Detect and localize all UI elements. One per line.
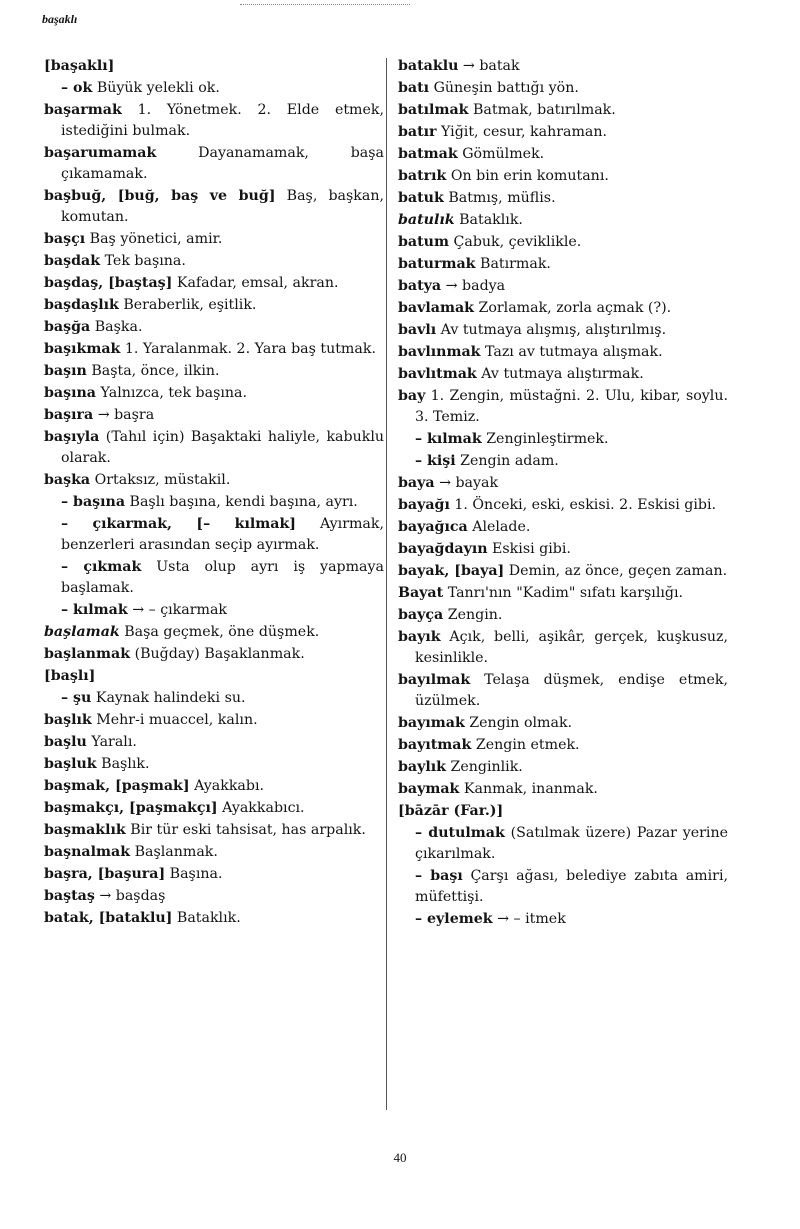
dictionary-entry xyxy=(398,909,728,930)
dictionary-entry xyxy=(44,864,384,885)
dictionary-entry xyxy=(398,451,728,472)
entry-definition: Baş, başkan, komutan. xyxy=(61,188,384,225)
dictionary-entry xyxy=(44,273,384,294)
entry-definition: 1. Yönetmek. 2. Elde etmek, istediğini bulmak. xyxy=(61,102,384,139)
entry-headword: bayımak xyxy=(398,715,465,731)
entry-definition: → bayak xyxy=(439,475,499,491)
entry-definition: Av tutmaya alıştırmak. xyxy=(481,366,644,382)
dictionary-entry xyxy=(44,492,384,513)
entry-definition: Güneşin battığı yön. xyxy=(433,80,579,96)
entry-headword: – ok xyxy=(61,80,93,96)
entry-definition: Usta olup ayrı iş yapmaya başlamak. xyxy=(61,559,384,596)
entry-definition: Bir tür eski tahsisat, has arpalık. xyxy=(130,822,366,838)
dictionary-entry xyxy=(398,56,728,77)
entry-definition: → başdaş xyxy=(99,888,166,904)
dictionary-entry xyxy=(44,886,384,907)
dictionary-entry xyxy=(398,627,728,669)
entry-headword: başarumamak xyxy=(44,145,157,161)
dictionary-entry xyxy=(44,688,384,709)
entry-headword: [bāzār (Far.)] xyxy=(398,803,504,819)
entry-headword: [başaklı] xyxy=(44,58,115,74)
entry-definition: On bin erin komutanı. xyxy=(450,168,609,184)
dictionary-entry xyxy=(44,339,384,360)
entry-headword: bayağdayın xyxy=(398,541,488,557)
entry-definition: Başa geçmek, öne düşmek. xyxy=(124,624,320,640)
entry-definition: Yalnızca, tek başına. xyxy=(100,385,248,401)
entry-headword: batulık xyxy=(398,212,455,228)
dictionary-entry xyxy=(398,210,728,231)
entry-headword: başçı xyxy=(44,231,86,247)
dictionary-entry xyxy=(44,732,384,753)
entry-headword: başlu xyxy=(44,734,87,750)
dictionary-entry xyxy=(398,188,728,209)
dictionary-entry xyxy=(44,798,384,819)
dictionary-entry xyxy=(398,342,728,363)
dictionary-entry xyxy=(44,842,384,863)
entry-headword: başıra xyxy=(44,407,94,423)
entry-definition: Eskisi gibi. xyxy=(492,541,571,557)
entry-definition: Zengin. xyxy=(447,607,503,623)
entry-definition: → – itmek xyxy=(497,911,566,927)
dictionary-entry xyxy=(398,583,728,604)
entry-definition: Beraberlik, eşitlik. xyxy=(123,297,257,313)
dictionary-entry xyxy=(44,557,384,599)
entry-definition: Kafadar, emsal, akran. xyxy=(176,275,339,291)
entry-headword: bayık xyxy=(398,629,441,645)
dictionary-entry xyxy=(398,298,728,319)
entry-definition: Zenginlik. xyxy=(450,759,523,775)
entry-definition: (Buğday) Başaklanmak. xyxy=(134,646,305,662)
entry-headword: batır xyxy=(398,124,437,140)
entry-headword: batya xyxy=(398,278,442,294)
dictionary-entry xyxy=(398,605,728,626)
entry-definition: Ayakkabıcı. xyxy=(222,800,305,816)
dictionary-entry xyxy=(44,622,384,643)
entry-headword: başmaklık xyxy=(44,822,126,838)
page-number: 40 xyxy=(393,1150,407,1165)
dictionary-entry xyxy=(398,320,728,341)
entry-definition: Başlanmak. xyxy=(134,844,218,860)
entry-headword: batı xyxy=(398,80,430,96)
dictionary-entry xyxy=(44,776,384,797)
entry-headword: baymak xyxy=(398,781,460,797)
entry-headword: batılmak xyxy=(398,102,469,118)
dictionary-entry xyxy=(398,144,728,165)
entry-headword: bay xyxy=(398,388,426,404)
dictionary-entry xyxy=(44,56,384,77)
entry-headword: bayça xyxy=(398,607,444,623)
dictionary-entry xyxy=(398,364,728,385)
dictionary-entry xyxy=(398,757,728,778)
entry-definition: Zengin adam. xyxy=(460,453,559,469)
entry-definition: → batak xyxy=(462,58,520,74)
entry-headword: batak, [bataklu] xyxy=(44,910,173,926)
entry-definition: Zengin etmek. xyxy=(475,737,580,753)
entry-headword: bayağıca xyxy=(398,519,468,535)
entry-definition: Yiğit, cesur, kahraman. xyxy=(441,124,608,140)
entry-headword: başlık xyxy=(44,712,92,728)
entry-headword: başra, [başura] xyxy=(44,866,166,882)
entry-headword: baya xyxy=(398,475,435,491)
entry-definition: Zengin olmak. xyxy=(469,715,573,731)
dictionary-entry xyxy=(44,600,384,621)
dictionary-entry xyxy=(398,670,728,712)
dictionary-entry xyxy=(398,232,728,253)
running-head: başaklı xyxy=(42,12,78,26)
entry-definition: Başlı başına, kendi başına, ayrı. xyxy=(129,494,358,510)
entry-headword: – çıkmak xyxy=(61,559,142,575)
entry-definition: → başra xyxy=(97,407,155,423)
entry-headword: Bayat xyxy=(398,585,444,601)
entry-headword: – kılmak xyxy=(415,431,482,447)
right-column xyxy=(398,56,728,931)
entry-headword: başbuğ, [buğ, baş ve buğ] xyxy=(44,188,276,204)
entry-headword: başın xyxy=(44,363,87,379)
entry-headword: başıyla xyxy=(44,429,100,445)
entry-definition: Tanrı'nın "Kadim" sıfatı karşılığı. xyxy=(447,585,684,601)
dictionary-entry xyxy=(44,361,384,382)
entry-definition: Açık, belli, aşikâr, gerçek, kuşkusuz, kesinlikle. xyxy=(415,629,728,666)
dictionary-entry xyxy=(398,254,728,275)
entry-headword: – kılmak xyxy=(61,602,128,618)
dictionary-entry xyxy=(44,710,384,731)
entry-definition: Başına. xyxy=(169,866,223,882)
entry-definition: Bataklık. xyxy=(176,910,241,926)
entry-headword: baylık xyxy=(398,759,446,775)
entry-headword: baturmak xyxy=(398,256,476,272)
entry-definition: Gömülmek. xyxy=(462,146,545,162)
entry-definition: Zenginleştirmek. xyxy=(486,431,609,447)
entry-definition: Tazı av tutmaya alışmak. xyxy=(485,344,663,360)
entry-definition: Dayanamamak, başa çıkamamak. xyxy=(61,145,384,182)
entry-definition: Çarşı ağası, belediye zabıta amiri, müfettişi. xyxy=(415,868,728,905)
entry-headword: başmakçı, [paşmakçı] xyxy=(44,800,218,816)
entry-headword: batrık xyxy=(398,168,447,184)
entry-headword: başdaşlık xyxy=(44,297,119,313)
entry-definition: Bataklık. xyxy=(459,212,523,228)
dictionary-entry xyxy=(44,78,384,99)
entry-definition: Batmak, batırılmak. xyxy=(473,102,616,118)
entry-definition: 1. Yaralanmak. 2. Yara baş tutmak. xyxy=(124,341,376,357)
entry-definition: Başlık. xyxy=(101,756,150,772)
entry-definition: Ortaksız, müstakil. xyxy=(94,472,231,488)
entry-definition: 1. Zengin, müstağni. 2. Ulu, kibar, soylu. 3. Temiz. xyxy=(415,388,728,425)
dictionary-entry xyxy=(398,561,728,582)
entry-definition: Demin, az önce, geçen zaman. xyxy=(508,563,728,579)
dictionary-entry xyxy=(398,866,728,908)
entry-definition: Ayırmak, benzerleri arasından seçip ayırmak. xyxy=(61,516,384,553)
entry-definition: Av tutmaya alışmış, alıştırılmış. xyxy=(440,322,667,338)
entry-headword: batuk xyxy=(398,190,444,206)
entry-headword: başdak xyxy=(44,253,101,269)
entry-headword: – şu xyxy=(61,690,92,706)
entry-definition: Mehr-i muaccel, kalın. xyxy=(96,712,258,728)
dictionary-entry xyxy=(398,166,728,187)
entry-headword: bayağı xyxy=(398,497,450,513)
dictionary-entry xyxy=(44,470,384,491)
entry-definition: Telaşa düşmek, endişe etmek, üzülmek. xyxy=(415,672,728,709)
entry-headword: başka xyxy=(44,472,91,488)
entry-definition: Büyük yelekli ok. xyxy=(96,80,220,96)
entry-headword: başına xyxy=(44,385,96,401)
entry-headword: başıkmak xyxy=(44,341,121,357)
dictionary-entry xyxy=(44,644,384,665)
dictionary-entry xyxy=(44,405,384,426)
dictionary-entry xyxy=(398,100,728,121)
entry-headword: – çıkarmak, [– kılmak] xyxy=(61,516,296,532)
dictionary-entry xyxy=(398,122,728,143)
entry-definition: Başka. xyxy=(94,319,143,335)
entry-definition: Baş yönetici, amir. xyxy=(89,231,223,247)
dictionary-entry xyxy=(44,820,384,841)
entry-headword: – dutulmak xyxy=(415,825,505,841)
entry-headword: başlanmak xyxy=(44,646,131,662)
dictionary-entry xyxy=(398,517,728,538)
entry-headword: bayak, [baya] xyxy=(398,563,505,579)
entry-headword: bavlıtmak xyxy=(398,366,477,382)
column-divider xyxy=(386,58,387,1110)
entry-definition: (Tahıl için) Başaktaki haliyle, kabuklu olarak. xyxy=(61,429,384,466)
top-rule xyxy=(240,4,410,7)
dictionary-entry xyxy=(398,495,728,516)
entry-definition: Yaralı. xyxy=(91,734,137,750)
entry-headword: bayıtmak xyxy=(398,737,472,753)
entry-definition: Tek başına. xyxy=(104,253,186,269)
dictionary-entry xyxy=(44,229,384,250)
entry-headword: başmak, [paşmak] xyxy=(44,778,190,794)
entry-headword: bavlı xyxy=(398,322,437,338)
dictionary-entry xyxy=(44,383,384,404)
entry-definition: 1. Önceki, eski, eskisi. 2. Eskisi gibi. xyxy=(454,497,717,513)
entry-headword: bataklu xyxy=(398,58,459,74)
left-column xyxy=(44,56,384,930)
dictionary-entry xyxy=(398,735,728,756)
dictionary-entry xyxy=(398,78,728,99)
dictionary-entry xyxy=(398,386,728,428)
entry-headword: başarmak xyxy=(44,102,122,118)
dictionary-entry xyxy=(44,514,384,556)
entry-definition: (Satılmak üzere) Pazar yerine çıkarılmak. xyxy=(415,825,728,862)
entry-headword: – başına xyxy=(61,494,126,510)
entry-headword: bavlınmak xyxy=(398,344,481,360)
entry-headword: başnalmak xyxy=(44,844,131,860)
entry-headword: başlamak xyxy=(44,624,120,640)
dictionary-entry xyxy=(44,143,384,185)
entry-headword: [başlı] xyxy=(44,668,96,684)
entry-headword: – eylemek xyxy=(415,911,493,927)
entry-headword: batmak xyxy=(398,146,458,162)
entry-definition: Zorlamak, zorla açmak (?). xyxy=(478,300,672,316)
entry-definition: Kanmak, inanmak. xyxy=(463,781,598,797)
dictionary-entry xyxy=(398,539,728,560)
entry-headword: batum xyxy=(398,234,449,250)
entry-definition: Alelade. xyxy=(472,519,531,535)
dictionary-entry xyxy=(44,251,384,272)
dictionary-entry xyxy=(398,473,728,494)
entry-headword: başdaş, [baştaş] xyxy=(44,275,173,291)
dictionary-entry xyxy=(398,713,728,734)
entry-definition: Ayakkabı. xyxy=(194,778,265,794)
dictionary-entry xyxy=(398,779,728,800)
dictionary-entry xyxy=(398,429,728,450)
dictionary-entry xyxy=(398,823,728,865)
dictionary-entry xyxy=(44,295,384,316)
dictionary-entry xyxy=(398,801,728,822)
entry-definition: Çabuk, çeviklikle. xyxy=(453,234,582,250)
dictionary-entry xyxy=(44,186,384,228)
entry-definition: → badya xyxy=(445,278,506,294)
dictionary-entry xyxy=(44,754,384,775)
entry-headword: bavlamak xyxy=(398,300,474,316)
entry-headword: – kişi xyxy=(415,453,456,469)
entry-headword: bayılmak xyxy=(398,672,471,688)
entry-headword: başluk xyxy=(44,756,97,772)
entry-definition: Batırmak. xyxy=(480,256,551,272)
entry-headword: – başı xyxy=(415,868,463,884)
entry-headword: başğa xyxy=(44,319,91,335)
dictionary-entry xyxy=(44,666,384,687)
dictionary-entry xyxy=(44,317,384,338)
dictionary-entry xyxy=(44,427,384,469)
dictionary-entry xyxy=(398,276,728,297)
entry-definition: Başta, önce, ilkin. xyxy=(91,363,220,379)
entry-definition: Kaynak halindeki su. xyxy=(95,690,246,706)
entry-definition: → – çıkarmak xyxy=(132,602,228,618)
entry-headword: baştaş xyxy=(44,888,95,904)
dictionary-entry xyxy=(44,100,384,142)
entry-definition: Batmış, müflis. xyxy=(448,190,556,206)
dictionary-entry xyxy=(44,908,384,929)
